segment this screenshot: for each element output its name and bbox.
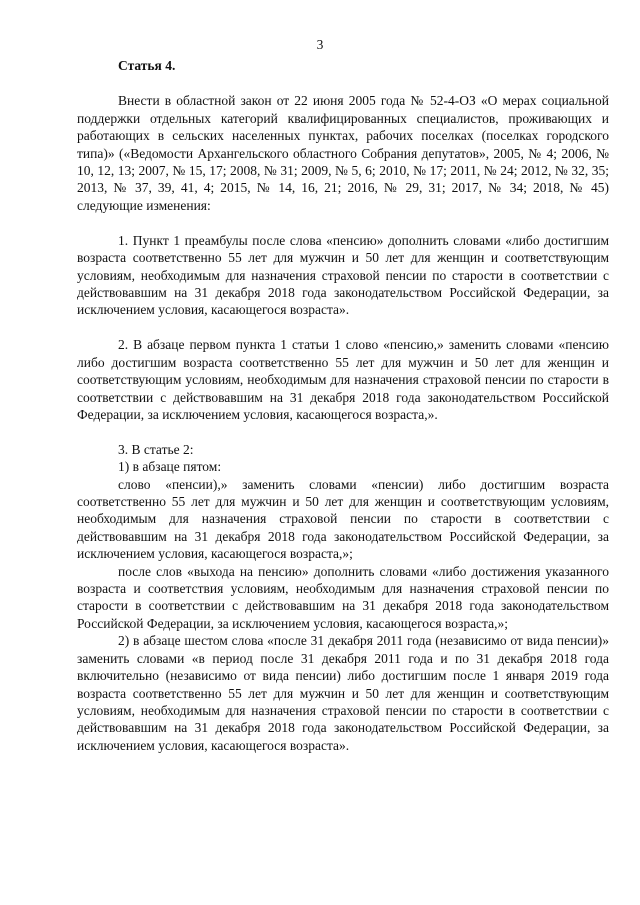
document-body bbox=[77, 57, 609, 754]
intro-paragraph: Внести в областной закон от 22 июня 2005 года № 52-4-ОЗ «О мерах социальной поддержки отдельных категорий квалифицированных специалистов, проживающих и работающих в сельских населенных пунктах, рабочих поселках (поселках городского типа)» («Ведомости Архангельского областного Собрания депутатов», 2005, № 4; 2006, № 10, 12, 13; 2007, № 15, 17; 2008, № 31; 2009, № 5, 6; 2010, № 17; 2011, № 24; 2012, № 32, 35; 2013, № 37, 39, 41, 4; 2015, № 14, 16, 21; 2016, № 29, 31; 2017, № 34; 2018, № 45) следующие изменения: bbox=[77, 93, 609, 213]
page-number: 3 bbox=[316, 37, 324, 52]
subitem-1-clause-b: после слов «выхода на пенсию» дополнить словами «либо достижения указанного возраста и соответствия условиям, необходимым для назначения страховой пенсии по старости в соответствии с действовавшим на 31 декабря 2018 года законодательством Российской Федерации, за исключением условия, касающегося возраста,»; bbox=[77, 563, 609, 631]
amendment-item-3-heading: 3. В статье 2: bbox=[118, 441, 194, 457]
amendment-item-1: 1. Пункт 1 преамбулы после слова «пенсию» дополнить словами «либо достигшим возраста соответственно 55 лет для мужчин и 50 лет для женщин и соответствующим условиям, необходимым для назначения страховой пенсии по старости в соответствии с действовавшим на 31 декабря 2018 года законодательством Российской Федерации, за исключением условия, касающегося возраста». bbox=[77, 232, 609, 318]
article-title: Статья 4. bbox=[118, 58, 176, 73]
subitem-1-clause-a: слово «пенсии),» заменить словами «пенсии) либо достигшим возраста соответственно 55 лет для мужчин и 50 лет для женщин и соответствующим условиям, необходимым для назначения страховой пенсии по старости в соответствии с действовавшим на 31 декабря 2018 года законодательством Российской Федерации, за исключением условия, касающегося возраста,»; bbox=[77, 476, 609, 562]
subitem-2: 2) в абзаце шестом слова «после 31 декабря 2011 года (независимо от вида пенсии)» заменить словами «в период после 31 декабря 2011 года и по 31 декабря 2018 года включительно (независимо от вида пенсии) либо достигшим после 1 января 2019 года возраста соответственно 55 лет для мужчин и 50 лет для женщин и соответствующим условиям, необходимым для назначения страховой пенсии по старости в соответствии с действовавшим на 31 декабря 2018 года законодательством Российской Федерации, за исключением условия, касающегося возраста». bbox=[77, 633, 609, 753]
subitem-1-heading: 1) в абзаце пятом: bbox=[118, 459, 222, 475]
amendment-item-2: 2. В абзаце первом пункта 1 статьи 1 слово «пенсию,» заменить словами «пенсию либо достигшим возраста соответственно 55 лет для мужчин и 50 лет для женщин и соответствующим условиям, необходимым для назначения страховой пенсии по старости в соответствии с действовавшим на 31 декабря 2018 года законодательством Российской Федерации, за исключением условия, касающегося возраста,». bbox=[77, 337, 609, 422]
